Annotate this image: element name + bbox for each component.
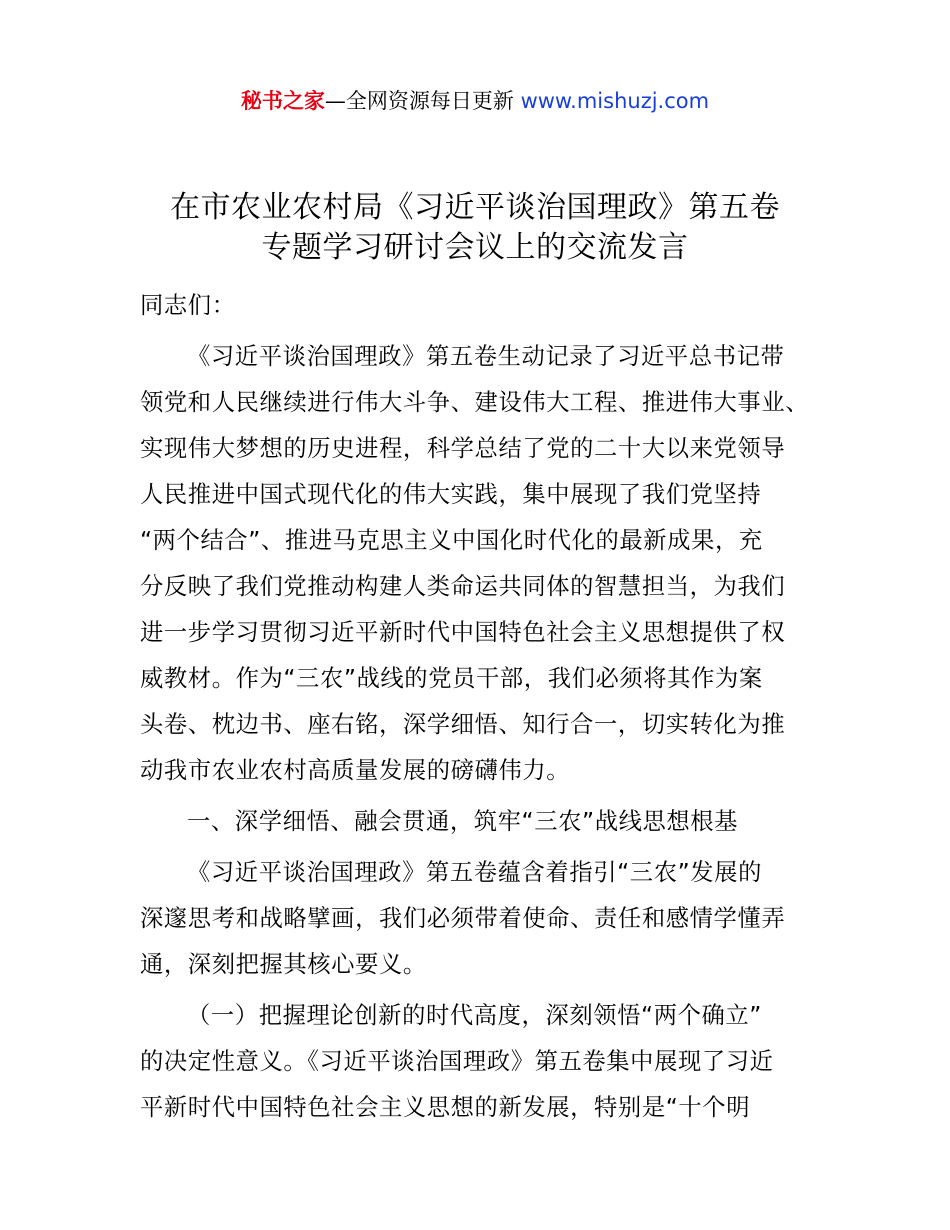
paragraph-line: 《习近平谈治国理政》第五卷蕴含着指引“三农”发展的 [187,859,762,886]
document-title-line-2: 专题学习研讨会议上的交流发言 [261,230,689,265]
site-header [0,86,950,116]
paragraph-line: 动我市农业农村高质量发展的磅礴伟力。 [140,757,571,784]
paragraph-line: 通，深刻把握其核心要义。 [140,951,427,978]
paragraph-line: 的决定性意义。《习近平谈治国理政》第五卷集中展现了习近 [140,1048,774,1075]
paragraph-line: 头卷、枕边书、座右铭，深学细悟、知行合一，切实转化为推 [140,711,786,738]
header-tagline: —全网资源每日更新 [324,89,521,113]
paragraph-line: （一）把握理论创新的时代高度，深刻领悟“两个确立” [187,1002,762,1029]
paragraph-line: 实现伟大梦想的历史进程，科学总结了党的二十大以来党领导 [140,435,786,462]
document-title-line-1: 在市农业农村局《习近平谈治国理政》第五卷 [170,190,780,225]
paragraph-line: “两个结合”、推进马克思主义中国化时代化的最新成果，充 [140,527,763,554]
paragraph-line: 《习近平谈治国理政》第五卷生动记录了习近平总书记带 [187,343,785,370]
paragraph-line: 进一步学习贯彻习近平新时代中国特色社会主义思想提供了权 [140,619,786,646]
greeting: 同志们： [140,292,236,319]
paragraph-line: 人民推进中国式现代化的伟大实践，集中展现了我们党坚持 [140,481,762,508]
section-heading: 一、深学细悟、融会贯通，筑牢“三农”战线思想根基 [187,808,739,835]
paragraph-line: 分反映了我们党推动构建人类命运共同体的智慧担当，为我们 [140,573,786,600]
site-url-link[interactable]: www.mishuzj.com [520,89,710,113]
paragraph-line: 领党和人民继续进行伟大斗争、建设伟大工程、推进伟大事业、 [140,389,810,416]
paragraph-line: 威教材。作为“三农”战线的党员干部，我们必须将其作为案 [140,665,763,692]
brand-name: 秘书之家 [240,89,325,113]
paragraph-line: 深邃思考和战略擘画，我们必须带着使命、责任和感情学懂弄 [140,905,786,932]
paragraph-line: 平新时代中国特色社会主义思想的新发展，特别是“十个明 [140,1094,751,1121]
